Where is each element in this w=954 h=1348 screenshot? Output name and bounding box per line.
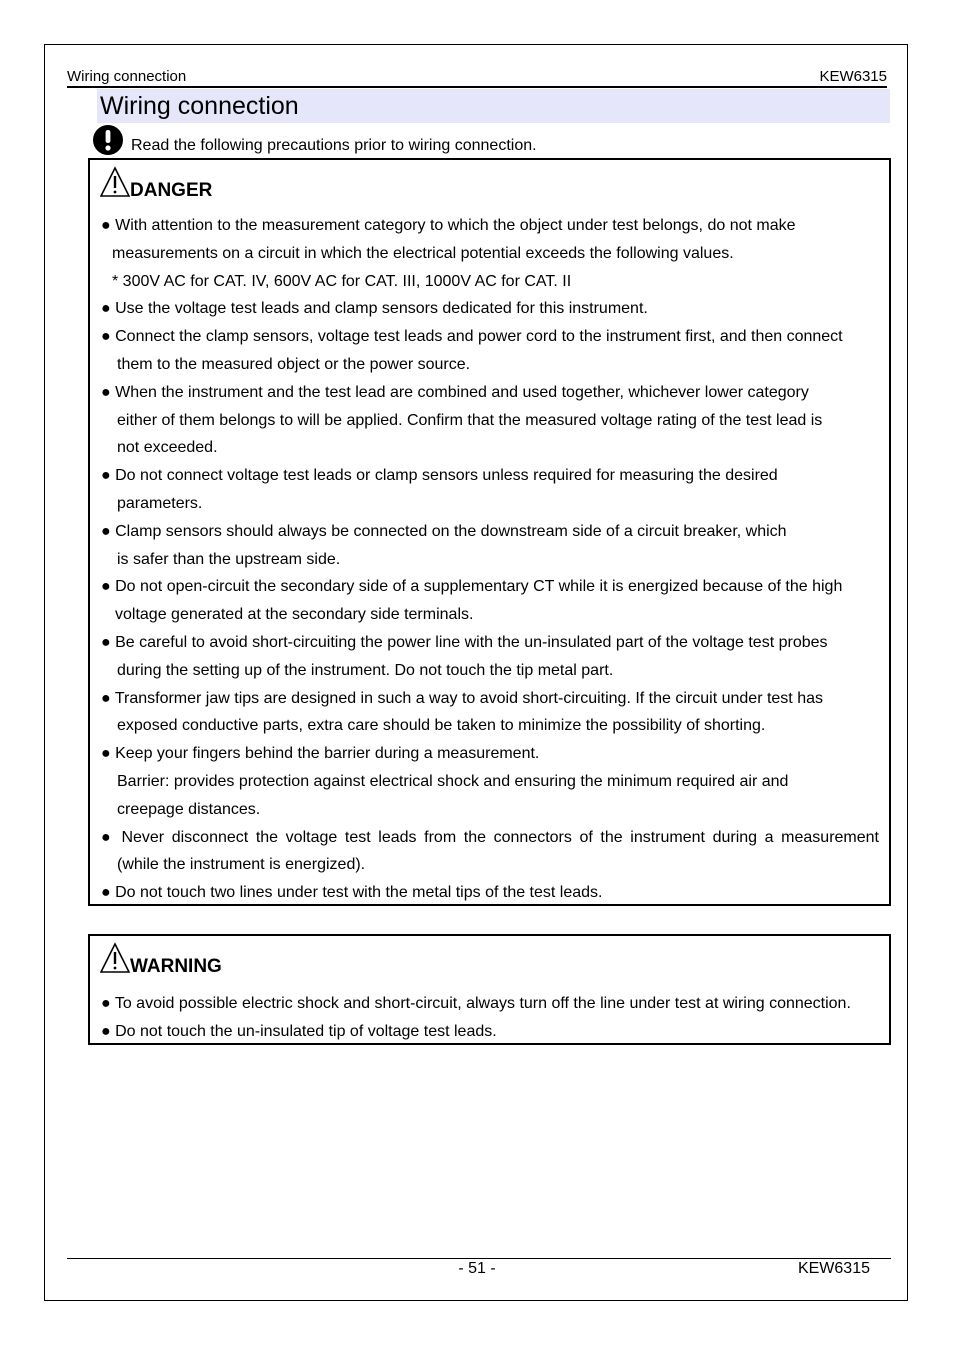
list-item: creepage distances. [117, 800, 261, 818]
list-item: ● Connect the clamp sensors, voltage test leads and power cord to the instrument first, and then connect [101, 328, 843, 346]
list-item: ● Do not open-circuit the secondary side of a supplementary CT while it is energized because of the high [101, 578, 843, 596]
list-item: exposed conductive parts, extra care should be taken to minimize the possibility of shorting. [117, 717, 766, 735]
header-model: KEW6315 [819, 68, 887, 85]
list-item: * 300V AC for CAT. IV, 600V AC for CAT. III, 1000V AC for CAT. II [112, 272, 572, 290]
footer-model: KEW6315 [797, 1260, 870, 1277]
exclamation-circle-icon [93, 125, 123, 155]
list-item: voltage generated at the secondary side terminals. [115, 606, 474, 624]
list-item: ● Do not connect voltage test leads or clamp sensors unless required for measuring the desired [101, 467, 778, 485]
list-item: ● With attention to the measurement category to which the object under test belongs, do not make [101, 217, 796, 234]
warning-list [101, 990, 879, 1046]
list-item: ● To avoid possible electric shock and short-circuit, always turn off the line under test at wiring connection. [101, 995, 851, 1012]
list-item: during the setting up of the instrument. Do not touch the tip metal part. [117, 661, 614, 679]
list-item: ● Transformer jaw tips are designed in such a way to avoid short-circuiting. If the circuit under test has [101, 689, 823, 707]
list-item: (while the instrument is energized). [117, 856, 366, 874]
precaution-text: Read the following precautions prior to wiring connection. [131, 137, 537, 154]
warning-triangle-icon [100, 166, 130, 198]
list-item: measurements on a circuit in which the electrical potential exceeds the following values. [112, 244, 734, 262]
list-item: ● Never disconnect the voltage test leads from the connectors of the instrument during a measurement [101, 828, 879, 846]
list-item: either of them belongs to will be applied. Confirm that the measured voltage rating of the test lead is [117, 411, 823, 429]
page-title: Wiring connection [97, 89, 890, 123]
list-item: ● Do not touch the un-insulated tip of voltage test leads. [101, 1022, 497, 1040]
list-item: parameters. [117, 494, 203, 512]
list-item: not exceeded. [117, 439, 218, 457]
list-item: them to the measured object or the power source. [117, 355, 471, 373]
list-item: ● Use the voltage test leads and clamp sensors dedicated for this instrument. [101, 300, 648, 318]
warning-box [88, 934, 891, 1045]
running-header [67, 68, 887, 88]
list-item: ● When the instrument and the test lead are combined and used together, whichever lower category [101, 383, 809, 401]
danger-label: DANGER [130, 180, 213, 201]
danger-list [101, 212, 879, 907]
warning-label: WARNING [130, 956, 222, 977]
page-number: - 51 - [458, 1260, 496, 1277]
footer-rule [67, 1258, 891, 1259]
list-item: Barrier: provides protection against electrical shock and ensuring the minimum required air and [117, 772, 789, 790]
list-item: ● Clamp sensors should always be connected on the downstream side of a circuit breaker, which [101, 522, 787, 540]
danger-box [88, 158, 891, 906]
header-section: Wiring connection [67, 68, 187, 85]
list-item: is safer than the upstream side. [117, 550, 341, 568]
list-item: ● Do not touch two lines under test with the metal tips of the test leads. [101, 884, 603, 902]
list-item: ● Keep your fingers behind the barrier during a measurement. [101, 745, 540, 763]
warning-triangle-icon [100, 942, 130, 974]
list-item: ● Be careful to avoid short-circuiting the power line with the un-insulated part of the voltage test probes [101, 633, 828, 651]
